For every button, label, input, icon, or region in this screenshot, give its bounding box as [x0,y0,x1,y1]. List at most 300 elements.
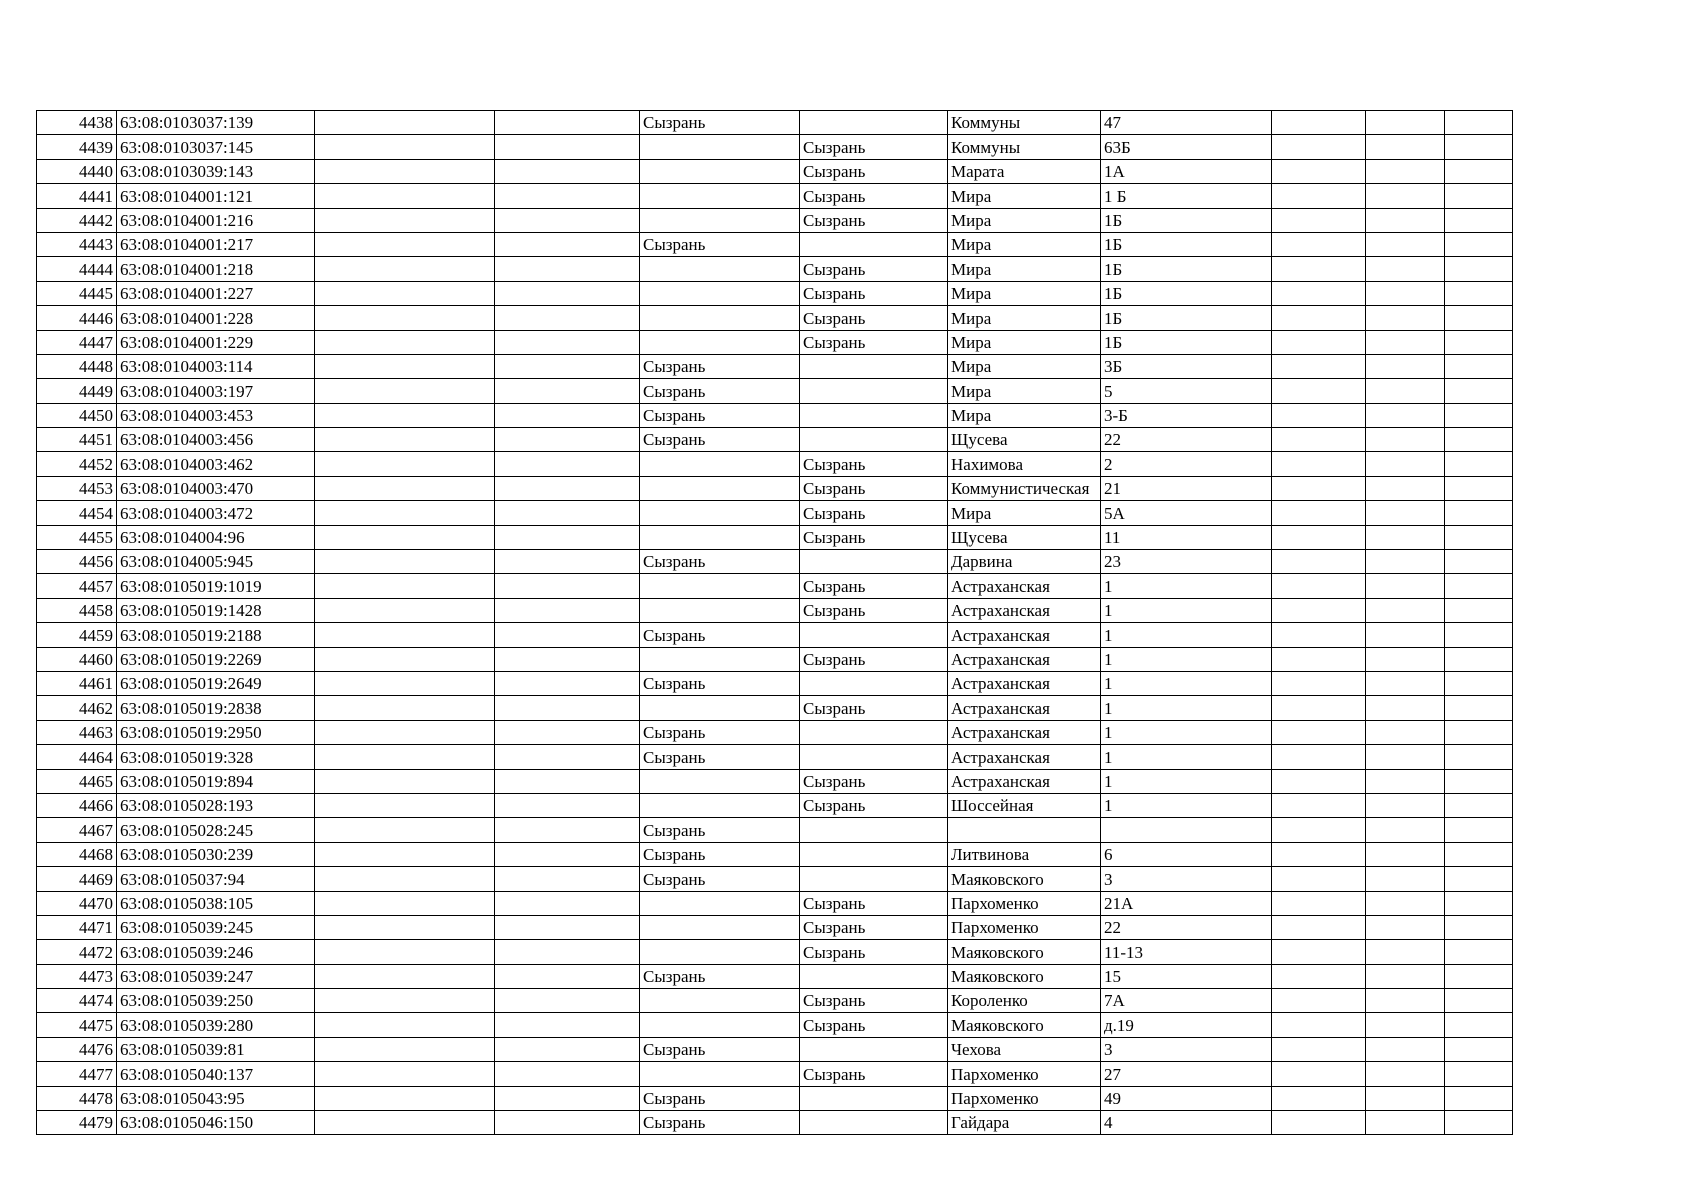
city-cell: Сызрань [640,1037,800,1061]
empty-cell [495,232,640,256]
table-row [37,379,1592,403]
table-row [37,306,1592,330]
table-row [37,135,1592,159]
empty-cell [315,891,495,915]
locality-cell [800,671,948,695]
city-cell: Сызрань [640,720,800,744]
cadastral-number-cell: 63:08:0105030:239 [117,842,315,866]
street-cell: Нахимова [948,452,1101,476]
empty-cell [1272,1037,1366,1061]
cadastral-number-cell: 63:08:0105019:2838 [117,696,315,720]
empty-cell [495,159,640,183]
empty-cell [495,476,640,500]
empty-cell [315,428,495,452]
empty-cell [495,1037,640,1061]
house-cell: 63Б [1101,135,1272,159]
city-cell: Сызрань [640,818,800,842]
street-cell: Маяковского [948,964,1101,988]
empty-cell [315,159,495,183]
empty-cell [315,647,495,671]
cadastral-number-cell: 63:08:0105039:81 [117,1037,315,1061]
empty-cell [1445,281,1513,305]
empty-cell [495,964,640,988]
empty-cell [495,1111,640,1135]
empty-cell [1445,403,1513,427]
street-cell [948,818,1101,842]
empty-cell [495,915,640,939]
empty-cell [1272,598,1366,622]
empty-cell [1272,842,1366,866]
empty-cell [315,623,495,647]
empty-cell [1366,818,1445,842]
table-row [37,793,1592,817]
empty-cell [1272,501,1366,525]
empty-cell [1272,745,1366,769]
house-cell: 1 [1101,745,1272,769]
street-cell: Мира [948,354,1101,378]
city-cell [640,476,800,500]
table-row [37,745,1592,769]
empty-cell [1445,696,1513,720]
city-cell: Сызрань [640,623,800,647]
empty-cell [495,989,640,1013]
empty-cell [495,696,640,720]
empty-cell [1272,769,1366,793]
city-cell [640,769,800,793]
street-cell: Мира [948,306,1101,330]
empty-cell [1272,452,1366,476]
locality-cell: Сызрань [800,281,948,305]
house-cell: 1 [1101,769,1272,793]
locality-cell: Сызрань [800,696,948,720]
empty-cell [1272,964,1366,988]
street-cell: Чехова [948,1037,1101,1061]
row-number-cell: 4472 [37,940,117,964]
locality-cell: Сызрань [800,452,948,476]
table-row [37,1086,1592,1110]
empty-cell [1366,964,1445,988]
empty-cell [1272,671,1366,695]
locality-cell: Сызрань [800,257,948,281]
house-cell: 1 [1101,793,1272,817]
row-number-cell: 4464 [37,745,117,769]
house-cell [1101,818,1272,842]
empty-cell [1366,111,1445,135]
empty-cell [1366,1086,1445,1110]
empty-cell [1272,257,1366,281]
empty-cell [1366,306,1445,330]
empty-cell [1366,623,1445,647]
empty-cell [1366,135,1445,159]
table-row [37,1111,1592,1135]
row-number-cell: 4444 [37,257,117,281]
table-row [37,891,1592,915]
city-cell: Сызрань [640,403,800,427]
locality-cell: Сызрань [800,135,948,159]
cadastral-number-cell: 63:08:0104001:227 [117,281,315,305]
empty-cell [1366,745,1445,769]
row-number-cell: 4452 [37,452,117,476]
city-cell [640,891,800,915]
city-cell [640,159,800,183]
house-cell: 1 Б [1101,184,1272,208]
table-row [37,720,1592,744]
row-number-cell: 4453 [37,476,117,500]
cadastral-number-cell: 63:08:0105039:250 [117,989,315,1013]
empty-cell [1366,330,1445,354]
empty-cell [315,232,495,256]
house-cell: 1 [1101,574,1272,598]
empty-cell [1445,1013,1513,1037]
empty-cell [495,403,640,427]
house-cell: 11 [1101,525,1272,549]
cadastral-number-cell: 63:08:0104003:472 [117,501,315,525]
document-sheet [36,110,1592,1135]
empty-cell [1445,915,1513,939]
table-row [37,159,1592,183]
city-cell: Сызрань [640,1111,800,1135]
locality-cell [800,1111,948,1135]
street-cell: Маяковского [948,867,1101,891]
empty-cell [495,1013,640,1037]
city-cell: Сызрань [640,745,800,769]
empty-cell [1445,208,1513,232]
empty-cell [495,842,640,866]
cadastral-number-cell: 63:08:0105039:246 [117,940,315,964]
city-cell [640,208,800,232]
locality-cell: Сызрань [800,306,948,330]
empty-cell [1445,111,1513,135]
cadastral-number-cell: 63:08:0104001:229 [117,330,315,354]
city-cell [640,1013,800,1037]
table-row [37,111,1592,135]
row-number-cell: 4442 [37,208,117,232]
empty-cell [495,818,640,842]
empty-cell [315,842,495,866]
cadastral-number-cell: 63:08:0104003:456 [117,428,315,452]
locality-cell: Сызрань [800,501,948,525]
cadastral-number-cell: 63:08:0105043:95 [117,1086,315,1110]
empty-cell [1445,452,1513,476]
street-cell: Астраханская [948,671,1101,695]
city-cell [640,647,800,671]
empty-cell [1366,428,1445,452]
empty-cell [1366,598,1445,622]
empty-cell [1445,720,1513,744]
empty-cell [1272,379,1366,403]
city-cell [640,135,800,159]
empty-cell [315,354,495,378]
empty-cell [315,452,495,476]
locality-cell [800,428,948,452]
locality-cell: Сызрань [800,330,948,354]
house-cell: 1Б [1101,330,1272,354]
registry-table [36,110,1592,1135]
row-number-cell: 4471 [37,915,117,939]
empty-cell [1366,842,1445,866]
empty-cell [315,915,495,939]
empty-cell [315,745,495,769]
house-cell: 47 [1101,111,1272,135]
empty-cell [1272,915,1366,939]
row-number-cell: 4477 [37,1062,117,1086]
row-number-cell: 4476 [37,1037,117,1061]
empty-cell [1366,403,1445,427]
locality-cell [800,720,948,744]
cadastral-number-cell: 63:08:0104003:197 [117,379,315,403]
locality-cell: Сызрань [800,159,948,183]
empty-cell [495,135,640,159]
street-cell: Мира [948,257,1101,281]
locality-cell: Сызрань [800,1013,948,1037]
table-row [37,550,1592,574]
street-cell: Астраханская [948,745,1101,769]
table-row [37,671,1592,695]
table-row [37,989,1592,1013]
house-cell: 11-13 [1101,940,1272,964]
empty-cell [495,525,640,549]
house-cell: 3Б [1101,354,1272,378]
empty-cell [1366,793,1445,817]
empty-cell [315,818,495,842]
city-cell: Сызрань [640,842,800,866]
house-cell: 3 [1101,1037,1272,1061]
empty-cell [315,208,495,232]
table-row [37,842,1592,866]
empty-cell [315,403,495,427]
empty-cell [1366,476,1445,500]
street-cell: Астраханская [948,574,1101,598]
empty-cell [495,501,640,525]
city-cell: Сызрань [640,232,800,256]
locality-cell [800,379,948,403]
house-cell: 1 [1101,623,1272,647]
empty-cell [1272,720,1366,744]
row-number-cell: 4440 [37,159,117,183]
empty-cell [1366,867,1445,891]
locality-cell [800,1037,948,1061]
row-number-cell: 4438 [37,111,117,135]
street-cell: Пархоменко [948,891,1101,915]
house-cell: 1Б [1101,208,1272,232]
street-cell: Коммуны [948,111,1101,135]
empty-cell [495,330,640,354]
empty-cell [1445,135,1513,159]
empty-cell [495,550,640,574]
cadastral-number-cell: 63:08:0103039:143 [117,159,315,183]
table-row [37,281,1592,305]
row-number-cell: 4469 [37,867,117,891]
street-cell: Мира [948,379,1101,403]
empty-cell [1445,501,1513,525]
empty-cell [1445,989,1513,1013]
empty-cell [1445,306,1513,330]
house-cell: 1 [1101,696,1272,720]
house-cell: 1А [1101,159,1272,183]
empty-cell [1445,940,1513,964]
street-cell: Астраханская [948,769,1101,793]
empty-cell [1366,452,1445,476]
empty-cell [1445,867,1513,891]
empty-cell [1445,1037,1513,1061]
empty-cell [315,379,495,403]
table-row [37,525,1592,549]
table-row [37,915,1592,939]
empty-cell [1272,208,1366,232]
city-cell: Сызрань [640,964,800,988]
empty-cell [1366,891,1445,915]
street-cell: Мира [948,330,1101,354]
cadastral-number-cell: 63:08:0105046:150 [117,1111,315,1135]
empty-cell [1366,647,1445,671]
city-cell: Сызрань [640,428,800,452]
cadastral-number-cell: 63:08:0105019:1019 [117,574,315,598]
empty-cell [1445,745,1513,769]
empty-cell [1272,281,1366,305]
empty-cell [315,989,495,1013]
empty-cell [1445,891,1513,915]
city-cell [640,184,800,208]
empty-cell [1366,769,1445,793]
empty-cell [1445,159,1513,183]
locality-cell [800,354,948,378]
city-cell [640,525,800,549]
house-cell: 1 [1101,647,1272,671]
street-cell: Шоссейная [948,793,1101,817]
empty-cell [1366,232,1445,256]
table-row [37,696,1592,720]
empty-cell [315,281,495,305]
locality-cell: Сызрань [800,184,948,208]
empty-cell [1272,696,1366,720]
empty-cell [315,525,495,549]
table-row [37,354,1592,378]
house-cell: 27 [1101,1062,1272,1086]
empty-cell [495,452,640,476]
locality-cell: Сызрань [800,525,948,549]
street-cell: Мира [948,208,1101,232]
row-number-cell: 4479 [37,1111,117,1135]
empty-cell [1366,1013,1445,1037]
empty-cell [495,111,640,135]
street-cell: Марата [948,159,1101,183]
street-cell: Литвинова [948,842,1101,866]
cadastral-number-cell: 63:08:0104005:945 [117,550,315,574]
cadastral-number-cell: 63:08:0104003:470 [117,476,315,500]
empty-cell [495,891,640,915]
empty-cell [315,867,495,891]
empty-cell [1445,525,1513,549]
empty-cell [1366,501,1445,525]
table-row [37,1013,1592,1037]
empty-cell [1272,232,1366,256]
empty-cell [1272,354,1366,378]
cadastral-number-cell: 63:08:0104001:216 [117,208,315,232]
empty-cell [315,1111,495,1135]
locality-cell: Сызрань [800,1062,948,1086]
city-cell [640,330,800,354]
street-cell: Астраханская [948,720,1101,744]
city-cell [640,501,800,525]
street-cell: Астраханская [948,696,1101,720]
empty-cell [1272,989,1366,1013]
house-cell: 23 [1101,550,1272,574]
empty-cell [495,184,640,208]
empty-cell [1272,525,1366,549]
street-cell: Щусева [948,525,1101,549]
empty-cell [1445,793,1513,817]
locality-cell: Сызрань [800,208,948,232]
locality-cell [800,842,948,866]
street-cell: Маяковского [948,1013,1101,1037]
empty-cell [1366,696,1445,720]
house-cell: 3-Б [1101,403,1272,427]
row-number-cell: 4459 [37,623,117,647]
row-number-cell: 4449 [37,379,117,403]
empty-cell [315,793,495,817]
locality-cell [800,818,948,842]
row-number-cell: 4457 [37,574,117,598]
street-cell: Пархоменко [948,1062,1101,1086]
cadastral-number-cell: 63:08:0105028:193 [117,793,315,817]
row-number-cell: 4450 [37,403,117,427]
row-number-cell: 4455 [37,525,117,549]
empty-cell [495,281,640,305]
empty-cell [1366,550,1445,574]
empty-cell [1272,330,1366,354]
locality-cell: Сызрань [800,769,948,793]
street-cell: Астраханская [948,647,1101,671]
empty-cell [1445,769,1513,793]
row-number-cell: 4474 [37,989,117,1013]
empty-cell [1272,403,1366,427]
house-cell: 1 [1101,720,1272,744]
locality-cell: Сызрань [800,891,948,915]
empty-cell [315,1013,495,1037]
empty-cell [1366,720,1445,744]
empty-cell [1366,915,1445,939]
city-cell [640,598,800,622]
table-row [37,428,1592,452]
empty-cell [315,501,495,525]
table-row [37,232,1592,256]
table-body [37,111,1592,1135]
empty-cell [495,379,640,403]
table-row [37,403,1592,427]
row-number-cell: 4470 [37,891,117,915]
street-cell: Короленко [948,989,1101,1013]
empty-cell [495,574,640,598]
house-cell: 5А [1101,501,1272,525]
row-number-cell: 4446 [37,306,117,330]
table-row [37,208,1592,232]
house-cell: 4 [1101,1111,1272,1135]
cadastral-number-cell: 63:08:0103037:145 [117,135,315,159]
locality-cell [800,964,948,988]
row-number-cell: 4448 [37,354,117,378]
empty-cell [1445,184,1513,208]
empty-cell [1445,476,1513,500]
empty-cell [1445,818,1513,842]
empty-cell [1445,550,1513,574]
empty-cell [495,793,640,817]
empty-cell [495,940,640,964]
empty-cell [1366,354,1445,378]
empty-cell [1445,842,1513,866]
empty-cell [1272,867,1366,891]
row-number-cell: 4456 [37,550,117,574]
city-cell: Сызрань [640,867,800,891]
